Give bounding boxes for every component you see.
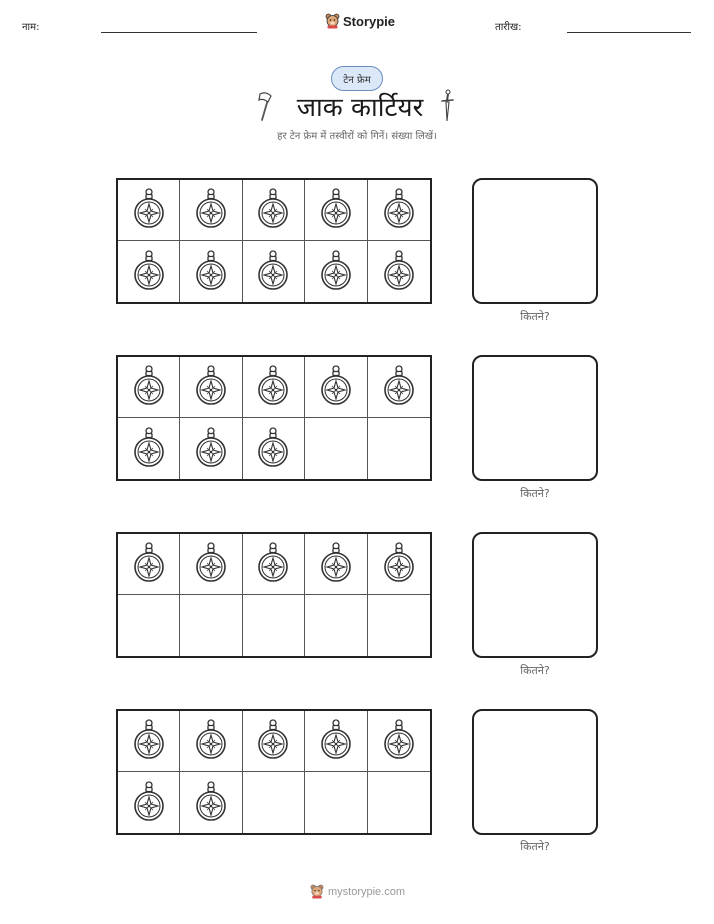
answer-box[interactable] [472,532,598,658]
ten-frame-cell [305,241,367,302]
ten-frame-cell [180,241,242,302]
ten-frame-cell [243,418,305,479]
compass-icon [257,250,289,294]
instructions: हर टेन फ्रेम में तस्वीरों को गिनें। संख्या लिखें। [277,131,437,142]
axe-icon [256,90,276,122]
compass-icon [195,365,227,409]
compass-icon [257,188,289,232]
compass-icon [133,250,165,294]
bear-logo-icon [325,13,340,29]
ten-frame-cell [180,772,242,833]
ten-frame-cell [305,772,367,833]
name-line[interactable] [101,32,257,33]
ten-frame [116,709,432,835]
ten-frame-cell [368,357,430,418]
ten-frame-cell [305,534,367,595]
ten-frame-cell [368,180,430,241]
compass-icon [320,188,352,232]
compass-icon [195,188,227,232]
ten-frame-cell [118,357,180,418]
compass-icon [383,542,415,586]
ten-frame-cell [118,711,180,772]
ten-frame-cell [243,241,305,302]
ten-frame-cell [368,711,430,772]
ten-frame-cell [243,534,305,595]
ten-frame [116,532,432,658]
ten-frame-cell [368,534,430,595]
ten-frame-cell [118,418,180,479]
compass-icon [320,542,352,586]
ten-frame-cell [243,772,305,833]
compass-icon [320,250,352,294]
date-label: तारीख: [495,22,522,33]
compass-icon [133,188,165,232]
ten-frame-cell [243,180,305,241]
ten-frame [116,178,432,304]
compass-icon [195,250,227,294]
ten-frame-cell [305,711,367,772]
ten-frame-cell [118,180,180,241]
compass-icon [133,542,165,586]
date-line[interactable] [567,32,691,33]
answer-label: कितने? [520,840,550,853]
ten-frame-cell [243,595,305,656]
compass-icon [195,781,227,825]
compass-icon [133,427,165,471]
compass-icon [320,719,352,763]
ten-frame-cell [305,357,367,418]
ten-frame-cell [180,711,242,772]
answer-label: कितने? [520,310,550,323]
ten-frame-cell [305,595,367,656]
ten-frame-cell [305,180,367,241]
brand-logo [325,13,395,29]
answer-box[interactable] [472,709,598,835]
sword-icon [438,89,456,123]
compass-icon [257,427,289,471]
ten-frame-cell [180,595,242,656]
ten-frame-cell [305,418,367,479]
ten-frame-cell [368,772,430,833]
compass-icon [195,719,227,763]
ten-frame-cell [118,241,180,302]
compass-icon [383,250,415,294]
compass-icon [133,719,165,763]
footer-url: mystorypie.com [328,885,406,898]
compass-icon [257,542,289,586]
compass-icon [383,188,415,232]
ten-frame-cell [243,357,305,418]
ten-frame-cell [180,534,242,595]
brand-name: Storypie [343,13,396,29]
footer [310,884,405,899]
compass-icon [383,365,415,409]
ten-frame-cell [180,357,242,418]
bear-logo-icon [310,884,324,899]
ten-frame-cell [180,180,242,241]
ten-frame [116,355,432,481]
ten-frame-cell [368,418,430,479]
ten-frame-cell [118,534,180,595]
ten-frame-cell [368,595,430,656]
compass-icon [133,781,165,825]
compass-icon [195,542,227,586]
compass-icon [133,365,165,409]
page-title: जाक कार्टियर [296,93,424,123]
compass-icon [195,427,227,471]
answer-box[interactable] [472,355,598,481]
worksheet-type-badge: टेन फ्रेम [331,66,383,91]
ten-frame-cell [243,711,305,772]
compass-icon [257,719,289,763]
ten-frame-cell [118,595,180,656]
compass-icon [383,719,415,763]
compass-icon [257,365,289,409]
name-label: नाम: [22,22,40,33]
ten-frame-cell [368,241,430,302]
answer-label: कितने? [520,664,550,677]
answer-box[interactable] [472,178,598,304]
ten-frame-cell [118,772,180,833]
answer-label: कितने? [520,487,550,500]
ten-frame-cell [180,418,242,479]
compass-icon [320,365,352,409]
